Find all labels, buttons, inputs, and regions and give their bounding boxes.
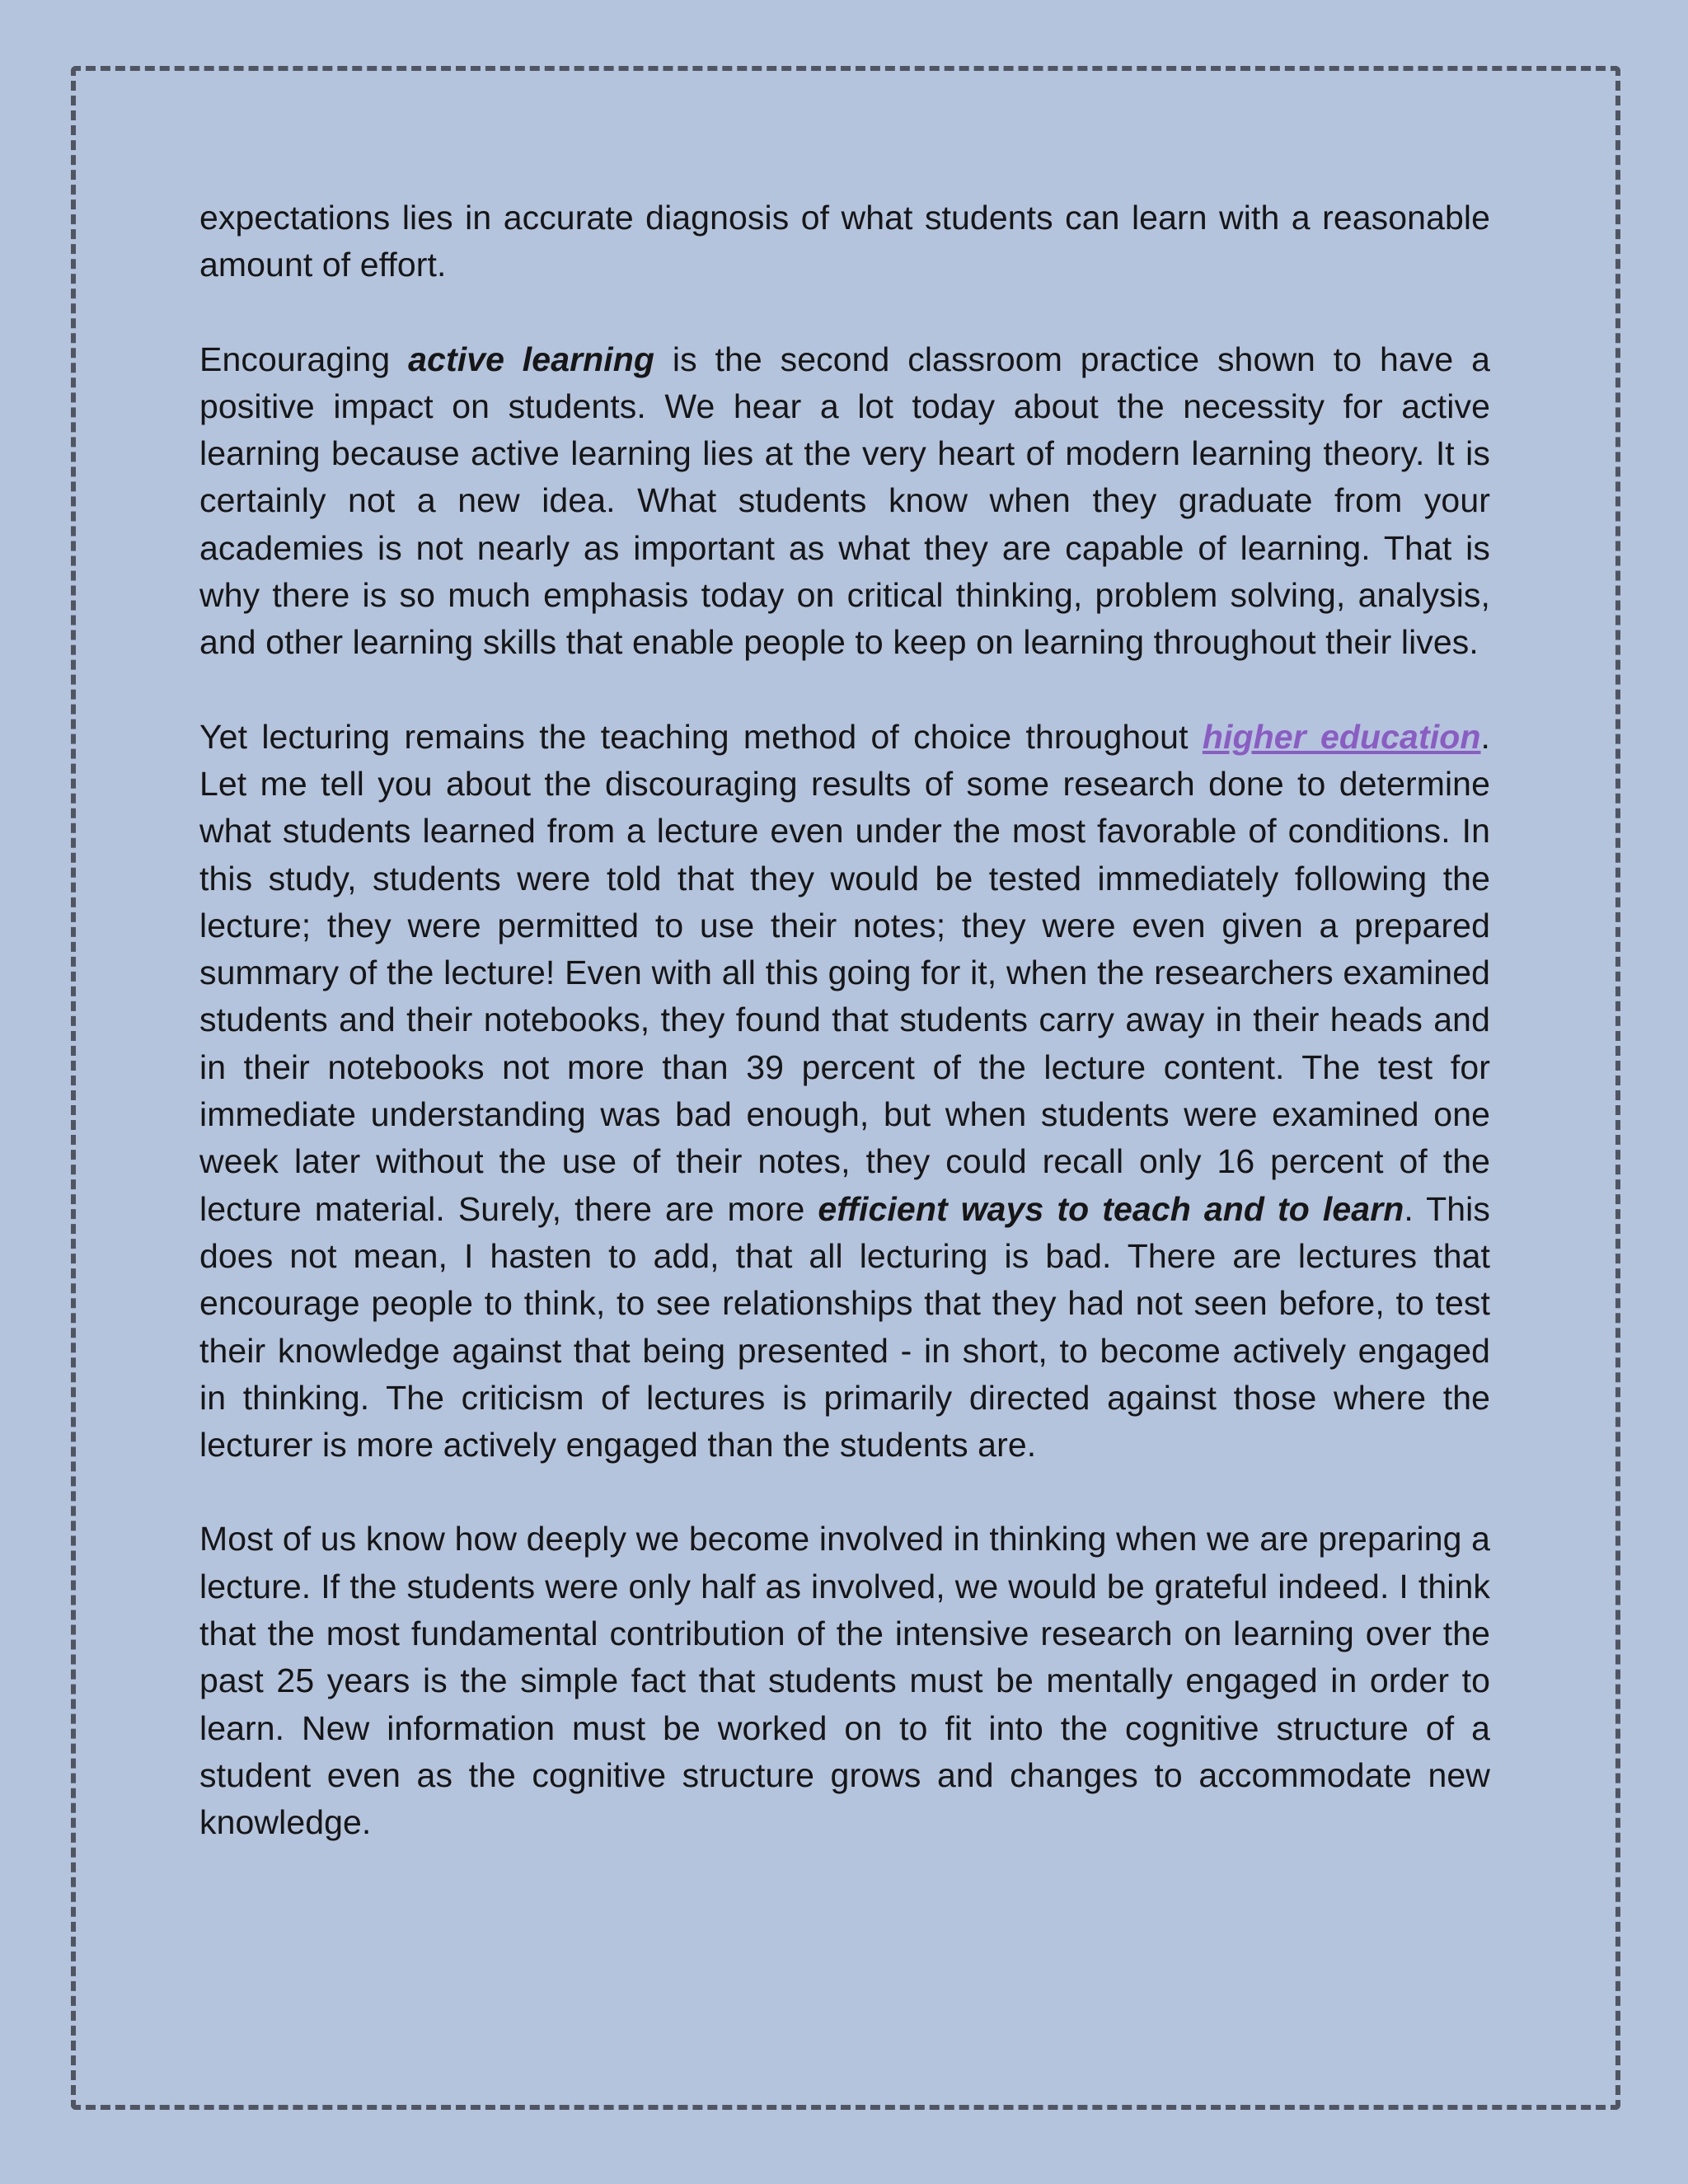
paragraph-2-lead: Encouraging [199,340,409,378]
document-body [199,194,1490,1847]
active-learning-emphasis: active learning [408,340,655,378]
efficient-ways-emphasis: efficient ways to teach and to learn [818,1189,1404,1228]
paragraph-2-rest: is the second classroom practice shown to have a positive impact on students. We hear a lot today about the necessity for active learning because active learning lies at the very heart of modern learning theory. It is certainly not a new idea. What students know when they graduate from your academies is not nearly as important as what they are capable of learning. That is why there is so much emphasis today on critical thinking, problem solving, analysis, and other learning skills that enable people to keep on learning throughout their lives. [199,340,1490,662]
paragraph-1 [199,194,1490,289]
paragraph-3-middle: . Let me tell you about the discouraging results of some research done to determine what students learned from a lecture even under the most favorable of conditions. In this study, students were told that they would be tested immediately following the lecture; they were permitted to use their notes; they were even given a prepared summary of the lecture! Even with all this going for it, when the researchers examined students and their notebooks, they found that students carry away in their heads and in their notebooks not more than 39 percent of the lecture content. The test for immediate understanding was bad enough, but when students were examined one week later without the use of their notes, they could recall only 16 percent of the lecture material. Surely, there are more [199,717,1490,1228]
paragraph-3-rest: . This does not mean, I hasten to add, that all lecturing is bad. There are lectures that encourage people to think, to see relationships that they had not seen before, to test their knowledge against that being presented - in short, to become actively engaged in thinking. The criticism of lectures is primarily directed against those where the lecturer is more actively engaged than the students are. [199,1189,1490,1465]
paragraph-4 [199,1516,1490,1846]
paragraph-3 [199,714,1490,1469]
paragraph-4-text: Most of us know how deeply we become involved in thinking when we are preparing a lecture. If the students were only half as involved, we would be grateful indeed. I think that the most fundamental contribution of the intensive research on learning over the past 25 years is the simple fact that students must be mentally engaged in order to learn. New information must be worked on to fit into the cognitive structure of a student even as the cognitive structure grows and changes to accommodate new knowledge. [199,1520,1490,1842]
paragraph-3-lead: Yet lecturing remains the teaching method of choice throughout [199,717,1203,756]
higher-education-link[interactable]: higher education [1202,717,1481,756]
paragraph-1-text: expectations lies in accurate diagnosis of what students can learn with a reasonable amount of effort. [199,199,1490,284]
paragraph-2 [199,336,1490,667]
